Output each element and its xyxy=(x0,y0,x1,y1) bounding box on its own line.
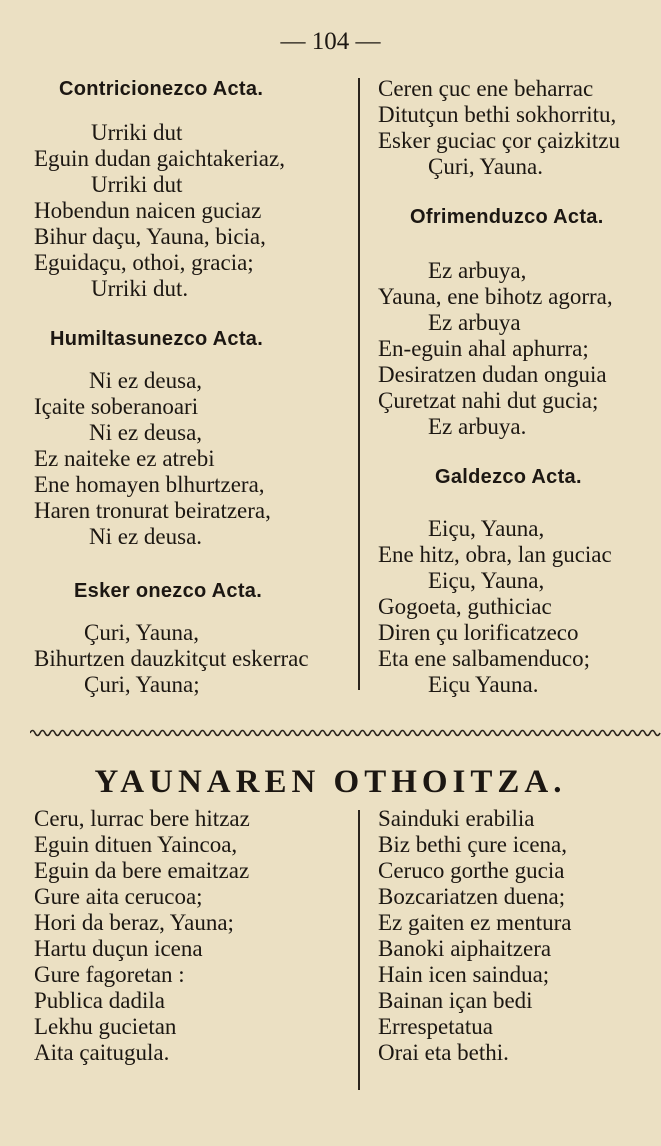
verse-line: Eguin dituen Yaincoa, xyxy=(34,832,238,857)
verse-line: Banoki aiphaitzera xyxy=(378,936,552,961)
verse-line: Ene hitz, obra, lan guciac xyxy=(378,542,612,567)
wavy-ornament-divider xyxy=(30,727,661,739)
verse-line: Eguin dudan gaichtakeriaz, xyxy=(34,146,285,171)
verse-line: Eguin da bere emaitzaz xyxy=(34,858,250,883)
verse-line: Hobendun naicen guciaz xyxy=(34,198,262,223)
prayer-title: YAUNAREN OTHOITZA. xyxy=(94,764,567,800)
verse-line: Desiratzen dudan onguia xyxy=(378,362,607,387)
section-heading: Humiltasunezco Acta. xyxy=(50,328,264,350)
verse-line: Hori da beraz, Yauna; xyxy=(34,910,234,935)
verse-line: Gogoeta, guthiciac xyxy=(378,594,552,619)
verse-line: Haren tronurat beiratzera, xyxy=(34,498,271,523)
verse-line: Lekhu gucietan xyxy=(34,1014,177,1039)
verse-line: Çuri, Yauna, xyxy=(84,620,200,645)
verse-line: Orai eta bethi. xyxy=(378,1040,509,1065)
column-rule-top xyxy=(358,78,360,690)
verse-line: Errespetatua xyxy=(378,1014,493,1039)
verse-line: Gure fagoretan : xyxy=(34,962,185,987)
verse-line: Ni ez deusa, xyxy=(89,368,203,393)
verse-line: Ditutçun bethi sokhorritu, xyxy=(378,102,617,127)
verse-line: Hartu duçun icena xyxy=(34,936,203,961)
page-number: — 104 — xyxy=(280,28,381,55)
verse-line: En-eguin ahal aphurra; xyxy=(378,336,589,361)
verse-line: Esker guciac çor çaizkitzu xyxy=(378,128,621,153)
verse-line: Ez arbuya xyxy=(428,310,521,335)
verse-line: Gure aita cerucoa; xyxy=(34,884,203,909)
verse-line: Eiçu, Yauna, xyxy=(428,568,545,593)
verse-line: Çuretzat nahi dut gucia; xyxy=(378,388,599,413)
verse-line: Urriki dut xyxy=(91,120,183,145)
verse-line: Bainan içan bedi xyxy=(378,988,533,1013)
verse-line: Çuri, Yauna; xyxy=(84,672,200,697)
section-heading: Contricionezco Acta. xyxy=(59,78,264,100)
section-heading: Esker onezco Acta. xyxy=(74,580,263,602)
verse-line: Ceruco gorthe gucia xyxy=(378,858,565,883)
verse-line: Ez gaiten ez mentura xyxy=(378,910,572,935)
verse-line: Ceru, lurrac bere hitzaz xyxy=(34,806,250,831)
verse-line: Yauna, ene bihotz agorra, xyxy=(378,284,613,309)
verse-line: Çuri, Yauna. xyxy=(428,154,544,179)
verse-line: Aita çaitugula. xyxy=(34,1040,170,1065)
verse-line: Eiçu Yauna. xyxy=(428,672,539,697)
verse-line: Urriki dut xyxy=(91,172,183,197)
verse-line: Sainduki erabilia xyxy=(378,806,535,831)
verse-line: Bihur daçu, Yauna, bicia, xyxy=(34,224,266,249)
verse-line: Içaite soberanoari xyxy=(34,394,199,419)
verse-line: Bozcariatzen duena; xyxy=(378,884,566,909)
section-heading: Ofrimenduzco Acta. xyxy=(410,206,604,228)
verse-line: Ene homayen blhurtzera, xyxy=(34,472,265,497)
verse-line: Eiçu, Yauna, xyxy=(428,516,545,541)
verse-line: Ni ez deusa, xyxy=(89,420,203,445)
verse-line: Ez naiteke ez atrebi xyxy=(34,446,215,471)
verse-line: Ez arbuya, xyxy=(428,258,527,283)
verse-line: Hain icen saindua; xyxy=(378,962,550,987)
verse-line: Eta ene salbamenduco; xyxy=(378,646,591,671)
verse-line: Urriki dut. xyxy=(91,276,189,301)
verse-line: Publica dadila xyxy=(34,988,165,1013)
section-heading: Galdezco Acta. xyxy=(435,466,582,488)
verse-line: Ceren çuc ene beharrac xyxy=(378,76,594,101)
verse-line: Ez arbuya. xyxy=(428,414,527,439)
verse-line: Bihurtzen dauzkitçut eskerrac xyxy=(34,646,309,671)
verse-line: Eguidaçu, othoi, gracia; xyxy=(34,250,254,275)
column-rule-bottom xyxy=(358,810,360,1090)
verse-line: Ni ez deusa. xyxy=(89,524,203,549)
verse-line: Diren çu lorificatzeco xyxy=(378,620,579,645)
verse-line: Biz bethi çure icena, xyxy=(378,832,568,857)
